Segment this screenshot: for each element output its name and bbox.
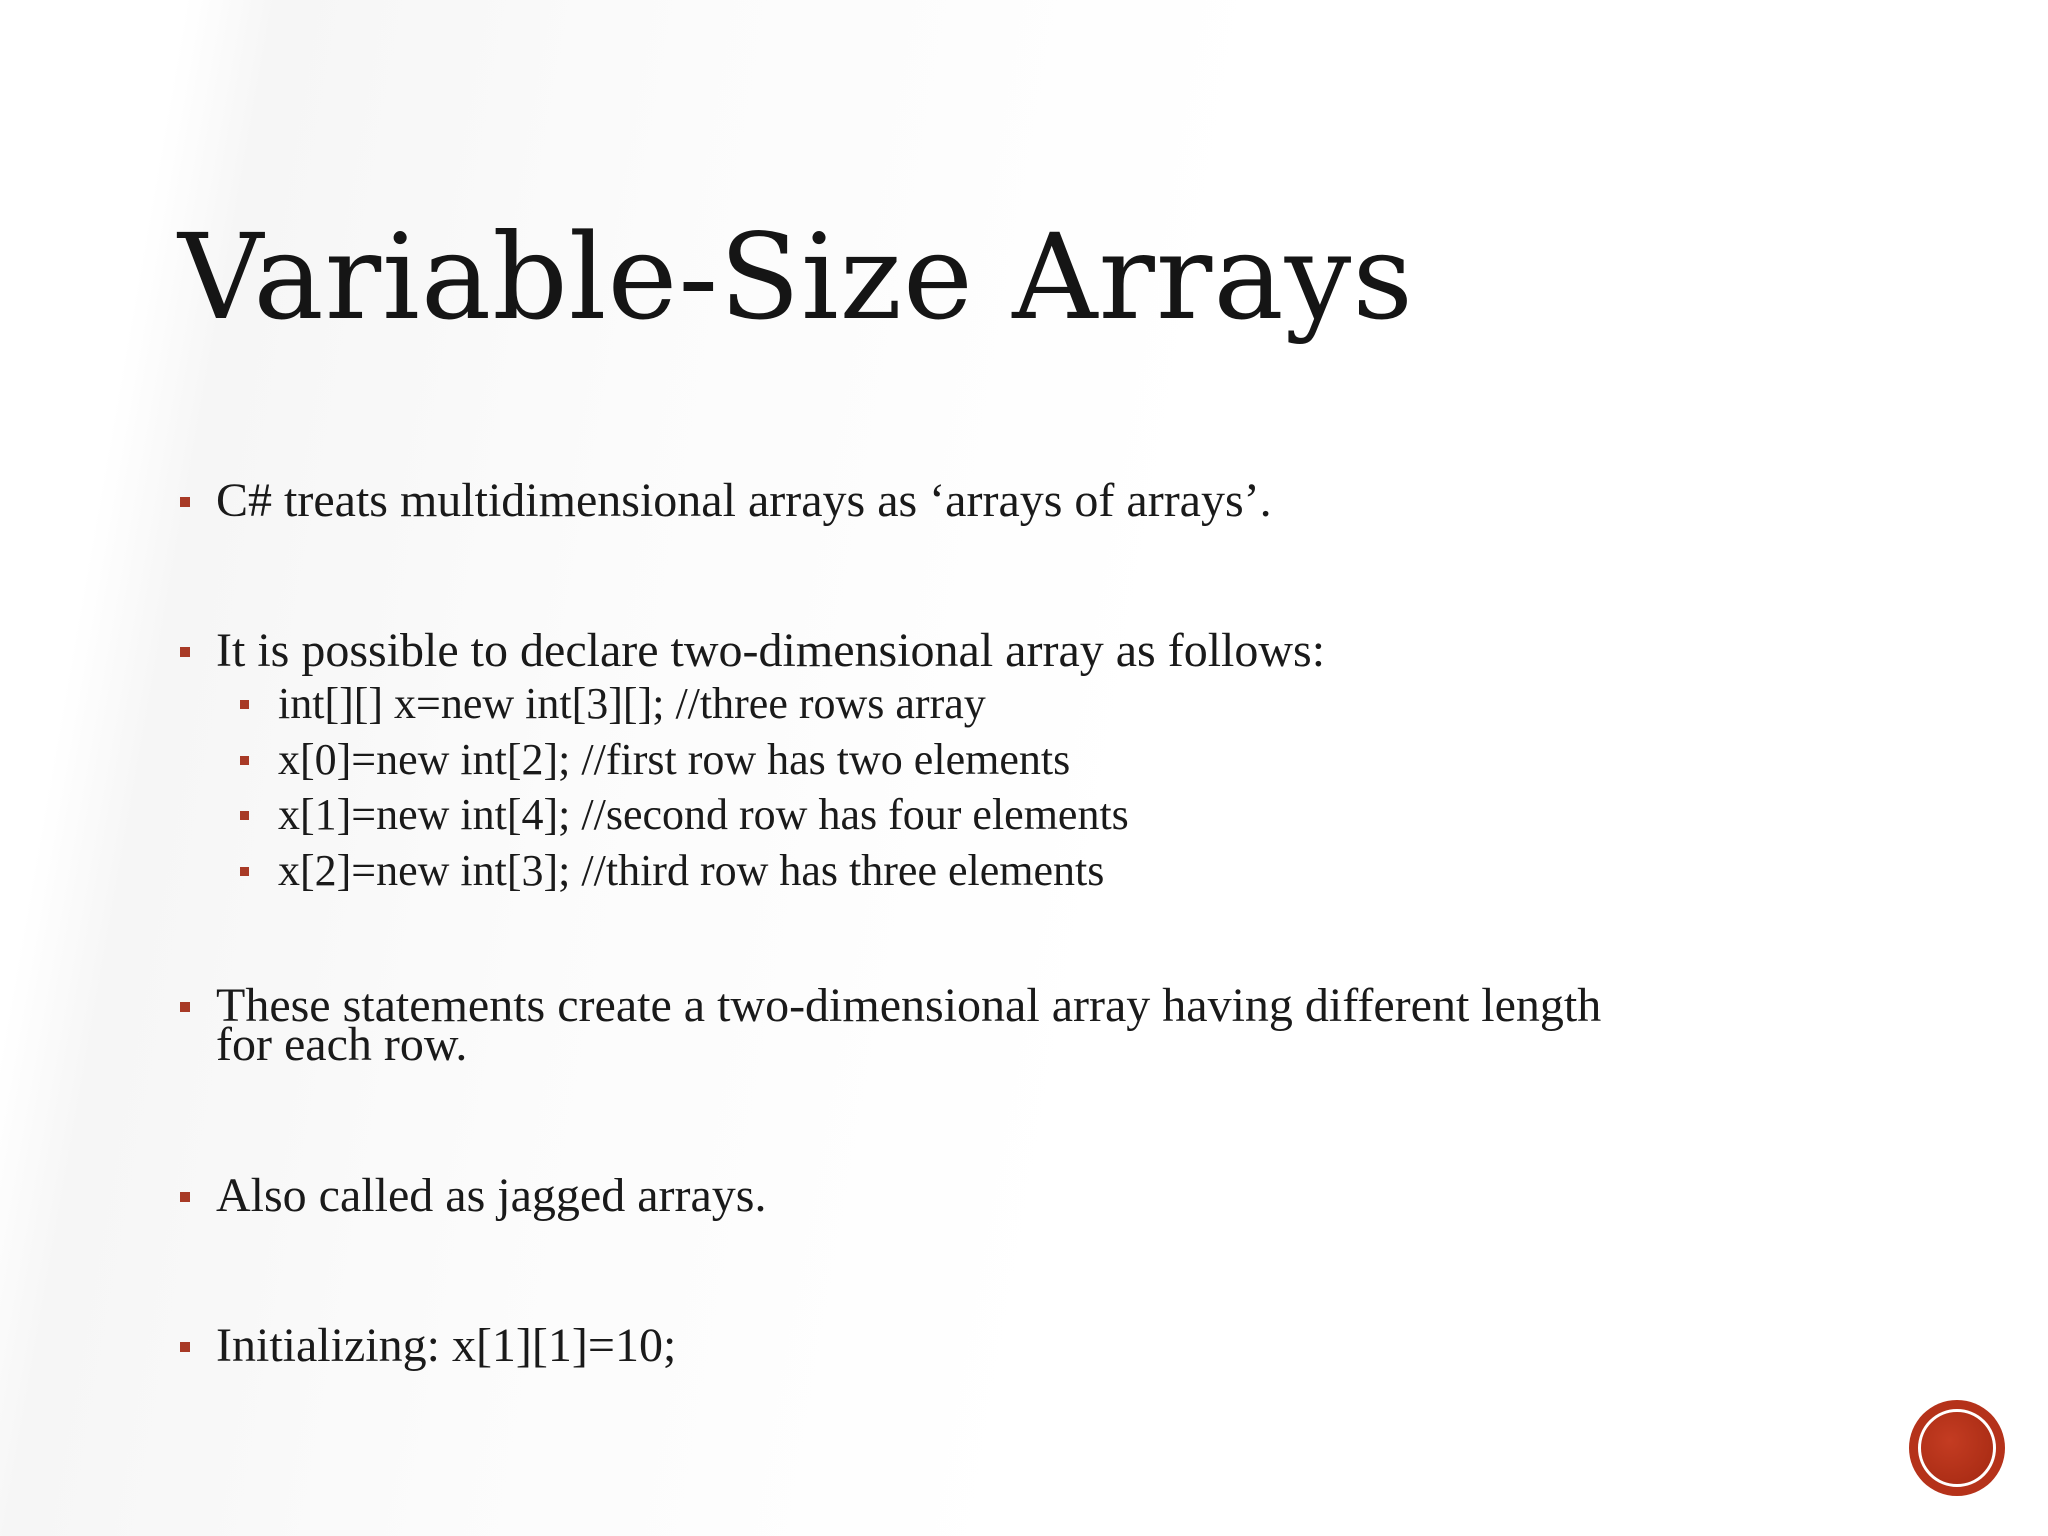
slide-title: Variable-Size Arrays — [178, 208, 1414, 346]
bullet-marker — [180, 497, 190, 507]
bullet-marker — [180, 647, 190, 657]
sub-bullet-marker — [240, 867, 249, 876]
bullet-5: Initializing: x[1][1]=10; — [216, 1319, 677, 1372]
bullet-3-line-1: These statements create a two-dimensional array having different length — [216, 979, 1602, 1032]
bullet-marker — [180, 1192, 190, 1202]
code-line-3: x[1]=new int[4]; //second row has four elements — [278, 790, 1129, 839]
sub-bullet-marker — [240, 700, 249, 709]
bullet-3-line-2: for each row. — [216, 1018, 468, 1071]
bullet-4: Also called as jagged arrays. — [216, 1169, 767, 1222]
bullet-2: It is possible to declare two-dimensional array as follows: — [216, 624, 1326, 677]
bullet-marker — [180, 1002, 190, 1012]
circle-button-icon[interactable] — [1912, 1403, 2002, 1493]
code-line-2: x[0]=new int[2]; //first row has two elements — [278, 735, 1071, 784]
bullet-marker — [180, 1342, 190, 1352]
code-line-1: int[][] x=new int[3][]; //three rows array — [278, 679, 986, 728]
bullet-1: C# treats multidimensional arrays as ‘arrays of arrays’. — [216, 474, 1272, 527]
code-line-4: x[2]=new int[3]; //third row has three elements — [278, 846, 1105, 895]
sub-bullet-marker — [240, 756, 249, 765]
circle-ring — [1918, 1409, 1996, 1487]
sub-bullet-marker — [240, 811, 249, 820]
